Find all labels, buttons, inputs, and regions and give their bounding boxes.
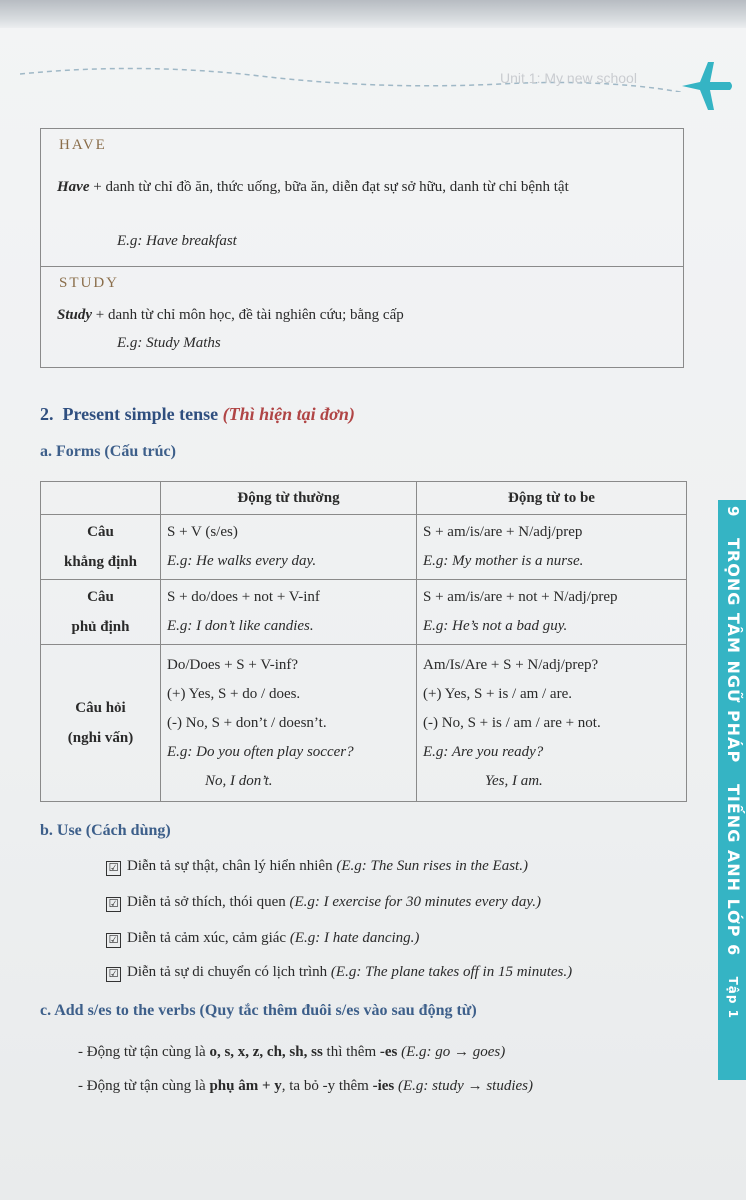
top-band [0, 0, 746, 28]
side-tab-title: TRỌNG TÂM NGỮ PHÁP [724, 538, 743, 764]
rule-item [78, 1044, 505, 1061]
side-tab-text [721, 506, 743, 1019]
rule-example: (E.g: study → studies) [394, 1078, 533, 1094]
example: E.g: Are you ready? [423, 743, 544, 760]
example-answer: Yes, I am. [485, 772, 543, 789]
vocab-example: E.g: Study Maths [117, 335, 221, 351]
rule-bold: o, s, x, z, ch, sh, ss [209, 1044, 323, 1060]
use-item [106, 930, 419, 948]
add-ses-heading: c. Add s/es to the verbs (Quy tắc thêm đuôi s/es vào sau động từ) [40, 1002, 477, 1019]
row-label-line: Câu hỏi [75, 700, 126, 716]
use-text: Diễn tả sự di chuyển có lịch trình [127, 964, 331, 980]
checkbox-icon: ☑ [106, 861, 121, 876]
rule-bold: phụ âm + y [209, 1078, 282, 1094]
use-heading: b. Use (Cách dùng) [40, 822, 171, 839]
row-label-line: khẳng định [64, 554, 137, 570]
example: E.g: Do you often play soccer? [167, 743, 354, 760]
rule-bold: -es [379, 1044, 398, 1060]
rule-example: (E.g: go → goes) [397, 1044, 506, 1060]
vocab-study [41, 267, 683, 368]
row-label-line: phủ định [71, 619, 130, 635]
use-example: (E.g: I hate dancing.) [289, 930, 420, 946]
side-tab-subtitle: TIẾNG ANH LỚP 6 [724, 783, 743, 956]
formula: S + V (s/es) [167, 524, 238, 540]
use-example: (E.g: The Sun rises in the East.) [336, 858, 528, 874]
section-number: 2. [40, 404, 54, 424]
example: E.g: He walks every day. [167, 553, 317, 569]
table-header-cell: Động từ to be [417, 482, 687, 515]
checkbox-icon: ☑ [106, 967, 121, 982]
use-item [106, 858, 528, 876]
row-label [41, 580, 161, 645]
table-row [41, 645, 687, 802]
checkbox-icon: ☑ [106, 933, 121, 948]
table-header-cell [41, 482, 161, 515]
formula: S + am/is/are + N/adj/prep [423, 524, 583, 540]
vocab-example: E.g: Have breakfast [117, 233, 237, 249]
vocab-box [40, 128, 684, 368]
checkbox-icon: ☑ [106, 897, 121, 912]
ordinary-cell [161, 580, 417, 645]
answer-negative: (-) No, S + is / am / are + not. [423, 714, 601, 731]
use-example: (E.g: I exercise for 30 minutes every day.) [289, 894, 541, 910]
ordinary-cell [161, 645, 417, 802]
formula: Am/Is/Are + S + N/adj/prep? [423, 656, 599, 673]
vocab-description [57, 303, 663, 327]
example: E.g: I don’t like candies. [167, 618, 314, 634]
row-label [41, 645, 161, 802]
rule-text: , ta bỏ -y thêm [281, 1078, 373, 1094]
vocab-heading: HAVE [59, 137, 107, 153]
airplane-icon [678, 58, 734, 114]
rule-text: - Động từ tận cùng là [78, 1044, 210, 1060]
row-label-line: Câu [87, 589, 114, 605]
answer-positive: (+) Yes, S + is / am / are. [423, 685, 572, 702]
formula: S + do/does + not + V-inf [167, 589, 320, 605]
table-row [41, 515, 687, 580]
vocab-heading: STUDY [59, 275, 120, 291]
use-example: (E.g: The plane takes off in 15 minutes.) [330, 964, 573, 980]
rule-text: thì thêm [322, 1044, 380, 1060]
rule-bold: -ies [372, 1078, 395, 1094]
side-tab [718, 500, 746, 1080]
forms-heading: a. Forms (Cấu trúc) [40, 443, 176, 460]
vocab-desc-text: + danh từ chỉ môn học, đề tài nghiên cứu; bằng cấp [92, 307, 404, 323]
forms-table [40, 481, 687, 802]
vocab-keyword: Have [57, 179, 90, 195]
example-answer: No, I don’t. [205, 772, 273, 789]
table-row [41, 580, 687, 645]
answer-negative: (-) No, S + don’t / doesn’t. [167, 714, 327, 731]
vocab-description [57, 175, 663, 199]
tobe-cell [417, 645, 687, 802]
section-title-vi: (Thì hiện tại đơn) [222, 404, 355, 424]
rule-text: - Động từ tận cùng là [78, 1078, 210, 1094]
vocab-have [41, 129, 683, 267]
row-label [41, 515, 161, 580]
example: E.g: My mother is a nurse. [423, 553, 584, 569]
use-item [106, 964, 572, 982]
row-label-line: Câu [87, 524, 114, 540]
formula: Do/Does + S + V-inf? [167, 656, 299, 673]
vocab-desc-text: + danh từ chỉ đồ ăn, thức uống, bữa ăn, diễn đạt sự sở hữu, danh từ chỉ bệnh tật [89, 179, 569, 195]
use-item [106, 894, 541, 912]
page-number: 9 [724, 506, 742, 518]
ordinary-cell [161, 515, 417, 580]
row-label-line: (nghi vấn) [67, 730, 134, 746]
formula: S + am/is/are + not + N/adj/prep [423, 589, 618, 605]
tobe-cell [417, 515, 687, 580]
use-text: Diễn tả cảm xúc, cảm giác [127, 930, 290, 946]
table-header-cell: Động từ thường [161, 482, 417, 515]
mirrored-ghost-text: Unit 1: My new school [500, 70, 637, 86]
side-tab-volume: Tập 1 [726, 976, 740, 1019]
answer-positive: (+) Yes, S + do / does. [167, 685, 301, 702]
section-title-en: Present simple tense [62, 404, 219, 424]
table-header-row [41, 482, 687, 515]
use-text: Diễn tả sở thích, thói quen [127, 894, 290, 910]
vocab-keyword: Study [57, 307, 93, 323]
example: E.g: He’s not a bad guy. [423, 618, 568, 634]
section-title [40, 404, 355, 425]
rule-item [78, 1078, 533, 1095]
use-text: Diễn tả sự thật, chân lý hiển nhiên [127, 858, 337, 874]
tobe-cell [417, 580, 687, 645]
